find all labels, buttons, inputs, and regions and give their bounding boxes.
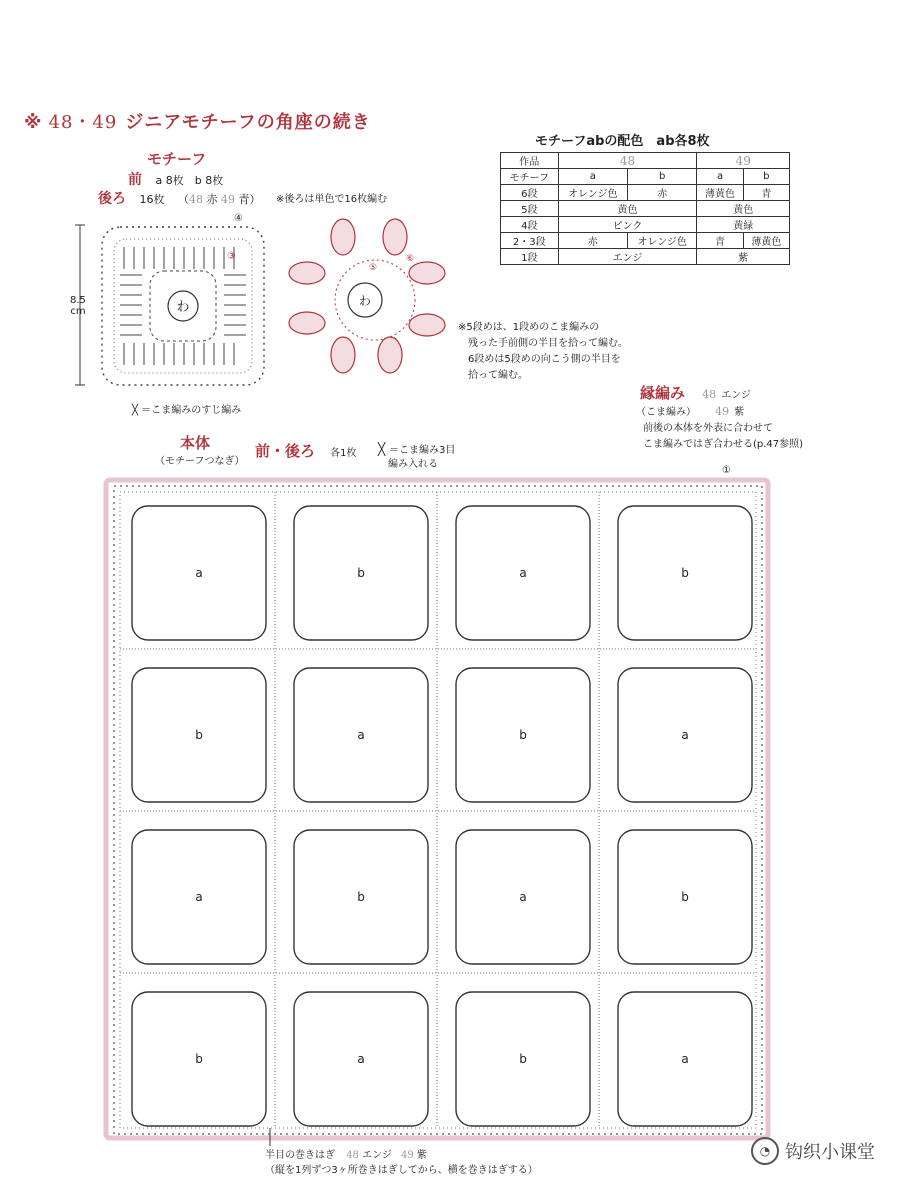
color-table [500, 152, 790, 265]
motif-back-line: 後ろ 16枚 （48 赤 49 青） [98, 191, 261, 207]
color-table-row: 5段 黄色 黄色 [501, 201, 790, 217]
svg-text:わ: わ [358, 294, 372, 308]
motif-cell-label: b [681, 890, 689, 904]
motif-size-label: 8.5 cm [70, 295, 86, 317]
motif-marker-4: ④ [234, 213, 243, 224]
edging-sub-line: （こま編み） 49 紫 [636, 405, 745, 418]
stitch-symbol-icon: ╳ [378, 442, 390, 456]
body-label: 前・後ろ [255, 442, 316, 460]
motif-grid [132, 506, 752, 1126]
motif-marker-6: ⑥ [406, 254, 415, 264]
motif-cell-label: a [519, 890, 527, 904]
motif-cell-label: b [357, 890, 365, 904]
body-chart [100, 465, 780, 1144]
join-note-line: 半目の巻きはぎ 48 エンジ 49 紫 [265, 1150, 427, 1161]
edging-heading-line: 縁編み 48 エンジ [640, 384, 751, 402]
motif-front-label: 前 [128, 172, 142, 188]
motif-cell-label: a [681, 1052, 689, 1066]
motif-back-note: ※後ろは単色で16枚編む [276, 194, 388, 205]
title-numbers: 48・49 [48, 112, 118, 133]
motif-back-count: 16枚 [139, 193, 165, 206]
motif-back-label: 後ろ [98, 191, 126, 207]
motif-stitch-note: ╳ ＝こま編みのすじ編み [132, 405, 242, 416]
join-note-b: （縦を1列ずつ3ヶ所巻きはぎしてから、横を巻きはぎする） [265, 1165, 538, 1176]
body-sub: （モチーフつなぎ） [155, 456, 245, 467]
motif-cell-label: b [195, 1052, 203, 1066]
motif-flower-chart [285, 215, 460, 380]
motif-front-line [128, 169, 223, 189]
motif-cell-label: b [195, 728, 203, 742]
motif-marker-3: ③ [227, 251, 236, 262]
motif-cell-label: b [681, 566, 689, 580]
watermark: ◔ 钩织小课堂 [751, 1137, 875, 1165]
motif-cell-label: a [195, 566, 203, 580]
body-stitch-note: ╳ ＝こま編み3目 編み入れる [378, 442, 456, 470]
motif-cell-label: a [357, 728, 365, 742]
motif-cell-label: b [357, 566, 365, 580]
body-count: 各1枚 [330, 448, 357, 459]
body-heading: 本体 [180, 434, 211, 452]
body-label-line [255, 440, 356, 461]
color-table-row: 2・3段 赤 オレンジ色 青 薄黄色 [501, 233, 790, 249]
title-text: ジニアモチーフの角座の続き [125, 112, 371, 133]
color-table-title: モチーフabの配色 ab各8枚 [535, 134, 710, 149]
motif-cell-label: a [519, 566, 527, 580]
motif-cell-label: a [195, 890, 203, 904]
motif-square-chart [62, 205, 282, 405]
title-mark: ※ [24, 112, 43, 133]
edging-note: 前後の本体を外表に合わせて こま編みではぎ合わせる(p.47参照) [643, 423, 804, 450]
motif-front-counts: a 8枚 b 8枚 [155, 174, 224, 187]
join-lines [120, 492, 756, 1128]
wechat-icon: ◔ [751, 1137, 779, 1165]
motif-center-char: わ [176, 300, 190, 315]
motif-cell-label: a [357, 1052, 365, 1066]
motif-cell-label: a [681, 728, 689, 742]
body-edging-stitches [114, 486, 762, 1134]
edging-marker: ① [722, 465, 731, 476]
motif-marker-5: ⑤ [369, 263, 378, 273]
color-table-header-row: 作品 48 49 [501, 153, 790, 169]
body-pink-border [106, 480, 768, 1138]
edging-heading: 縁編み [640, 384, 686, 402]
color-table-row: 6段 オレンジ色 赤 薄黄色 青 [501, 185, 790, 201]
color-table-row: 1段 エンジ 紫 [501, 249, 790, 265]
motif-round-note: ※5段めは、1段めのこま編みの 残った手前側の半目を拾って編む。 6段めは5段めの向こう側の半目を 拾って編む。 [458, 322, 628, 381]
color-table-motif-row: モチーフ a b a b [501, 169, 790, 185]
page-title [24, 108, 371, 134]
color-table-row: 4段 ピンク 黄緑 [501, 217, 790, 233]
motif-cell-label: b [519, 728, 527, 742]
edging-sub: （こま編み） [636, 407, 696, 418]
motif-cell-label: b [519, 1052, 527, 1066]
motif-heading: モチーフ [147, 150, 207, 168]
